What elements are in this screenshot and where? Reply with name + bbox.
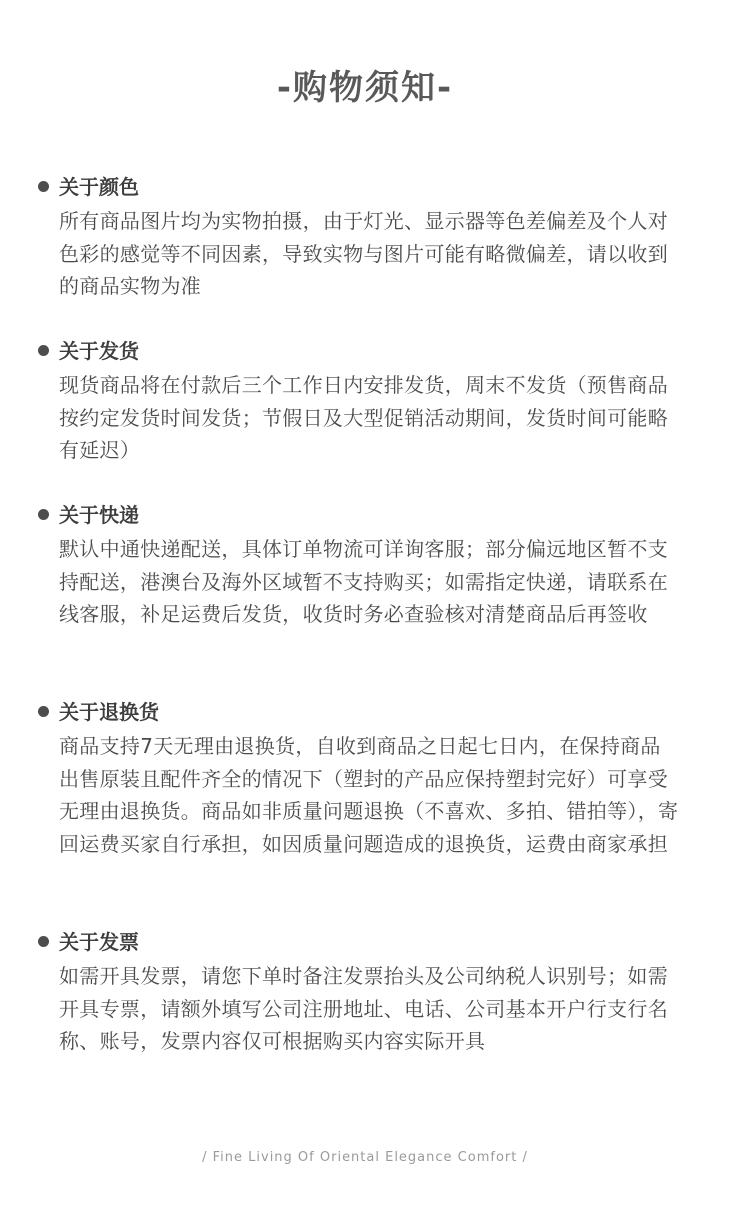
bullet-icon xyxy=(38,509,49,520)
section-body: 默认中通快递配送，具体订单物流可详询客服；部分偏远地区暂不支持配送，港澳台及海外区域暂不支持购买；如需指定快递，请联系在线客服，补足运费后发货，收货时务必查验核对清楚商品后再签收 xyxy=(59,537,668,626)
page-title: -购物须知- xyxy=(276,68,454,108)
section-header xyxy=(38,927,678,957)
bullet-icon xyxy=(38,345,49,356)
bullet-icon xyxy=(38,706,49,717)
section-invoice xyxy=(38,927,678,1058)
section-body: 如需开具发票，请您下单时备注发票抬头及公司纳税人识别号；如需开具专票，请额外填写公司注册地址、电话、公司基本开户行支行名称、账号，发票内容仅可根据购买内容实际开具 xyxy=(59,964,668,1053)
section-title: 关于退换货 xyxy=(59,700,159,724)
section-body: 现货商品将在付款后三个工作日内安排发货，周末不发货（预售商品按约定发货时间发货；节假日及大型促销活动期间，发货时间可能略有延迟） xyxy=(59,373,668,462)
section-header xyxy=(38,336,678,366)
section-shipping xyxy=(38,336,678,467)
section-header xyxy=(38,697,678,727)
section-title: 关于颜色 xyxy=(59,175,139,199)
bullet-icon xyxy=(38,936,49,947)
section-header xyxy=(38,172,678,202)
section-body: 商品支持7天无理由退换货，自收到商品之日起七日内，在保持商品出售原装且配件齐全的情况下（塑封的产品应保持塑封完好）可享受无理由退换货。商品如非质量问题退换（不喜欢、多拍、错拍等），寄回运费买家自行承担，如因质量问题造成的退换货，运费由商家承担 xyxy=(59,734,679,856)
section-color xyxy=(38,172,678,303)
section-header xyxy=(38,500,678,530)
bullet-icon xyxy=(38,181,49,192)
section-title: 关于发货 xyxy=(59,339,139,363)
section-title: 关于快递 xyxy=(59,503,139,527)
footer-tagline: / Fine Living Of Oriental Elegance Comfort / xyxy=(202,1150,528,1165)
section-returns xyxy=(38,697,678,860)
section-body: 所有商品图片均为实物拍摄，由于灯光、显示器等色差偏差及个人对色彩的感觉等不同因素，导致实物与图片可能有略微偏差，请以收到的商品实物为准 xyxy=(59,209,668,298)
section-courier xyxy=(38,500,678,631)
section-title: 关于发票 xyxy=(59,930,139,954)
